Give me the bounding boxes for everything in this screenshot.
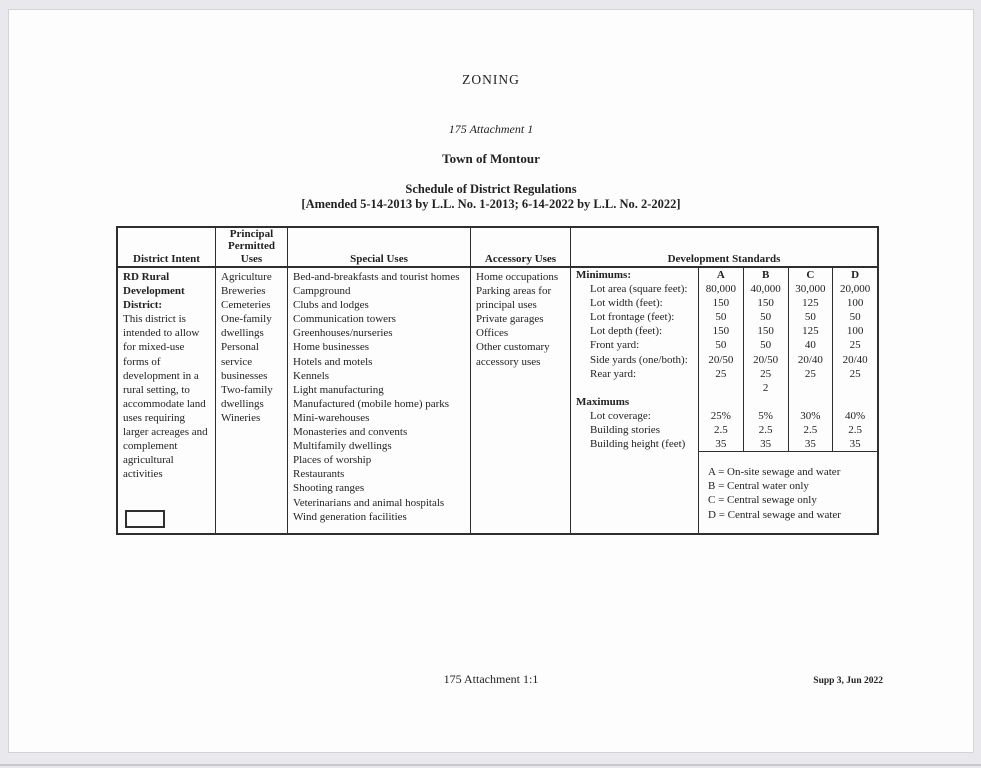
ds-value-cell bbox=[743, 395, 788, 409]
list-item: Communication towers bbox=[293, 313, 396, 326]
schedule-line2: [Amended 5-14-2013 by L.L. No. 1-2013; 6-14-2022 by L.L. No. 2-2022] bbox=[301, 196, 681, 211]
ds-value-cell: 150 bbox=[698, 296, 743, 310]
ds-value-cell: 50 bbox=[698, 338, 743, 352]
ds-value-cell: 125 bbox=[788, 296, 833, 310]
ds-row-label bbox=[571, 381, 698, 395]
ds-value-cell: 2.5 bbox=[743, 423, 788, 437]
ds-row-label: Lot width (feet): bbox=[590, 297, 663, 310]
ds-row-building-height bbox=[571, 437, 877, 451]
ds-value-cell: 25 bbox=[788, 367, 833, 381]
ds-row-lot-width bbox=[571, 296, 877, 310]
legend-line: C = Central sewage only bbox=[708, 494, 817, 507]
ds-col-b: B bbox=[743, 268, 788, 282]
list-item: Campground bbox=[293, 285, 351, 298]
list-item: Private garages bbox=[476, 313, 544, 326]
ds-value-cell: 50 bbox=[743, 338, 788, 352]
district-intent-cell bbox=[118, 268, 216, 533]
footer-supp-label: Supp 3, Jun 2022 bbox=[813, 676, 883, 686]
ds-value-cell bbox=[698, 395, 743, 409]
list-item: Kennels bbox=[293, 369, 330, 382]
list-item: Bed-and-breakfasts and tourist homes bbox=[293, 271, 460, 283]
list-item: One-family dwellings bbox=[221, 313, 272, 340]
ds-row-front-yard bbox=[571, 338, 877, 352]
ds-value-cell: 150 bbox=[698, 324, 743, 338]
list-item: Other customary accessory uses bbox=[476, 341, 550, 368]
list-item: Manufactured (mobile home) parks bbox=[293, 397, 450, 410]
accessory-uses-cell bbox=[471, 268, 571, 533]
ds-row-lot-depth bbox=[571, 324, 877, 338]
ds-row-rear-yard bbox=[571, 367, 877, 381]
ds-value-cell: 25% bbox=[698, 409, 743, 423]
ds-value-cell: 20/40 bbox=[788, 353, 833, 367]
ds-value-cell: 35 bbox=[832, 437, 877, 451]
viewer-edge bbox=[0, 764, 981, 766]
col-header-district-intent: District Intent bbox=[118, 228, 216, 266]
ds-value-cell: 125 bbox=[788, 324, 833, 338]
attachment-title: 175 Attachment 1 bbox=[448, 122, 534, 136]
list-item: Wineries bbox=[221, 411, 261, 424]
ds-value-cell: 50 bbox=[788, 310, 833, 324]
ds-col-c: C bbox=[788, 268, 833, 282]
ds-value-cell: 100 bbox=[832, 296, 877, 310]
list-item: Wind generation facilities bbox=[293, 510, 407, 523]
list-item: Parking areas for principal uses bbox=[476, 285, 552, 312]
town-title: Town of Montour bbox=[442, 151, 540, 166]
ds-maximums-header-row bbox=[571, 395, 877, 409]
list-item: Light manufacturing bbox=[293, 383, 384, 396]
list-item: Monasteries and convents bbox=[293, 426, 408, 439]
schedule-line1: Schedule of District Regulations bbox=[405, 182, 577, 196]
ds-row-lot-coverage bbox=[571, 409, 877, 423]
legend-line: D = Central sewage and water bbox=[708, 508, 841, 521]
ds-value-cell: 20/50 bbox=[743, 353, 788, 367]
list-item: Home businesses bbox=[293, 341, 370, 354]
list-item: Home occupations bbox=[476, 271, 559, 283]
ds-value-cell: 50 bbox=[832, 310, 877, 324]
col-header-principal-permitted-uses: Principal Permitted Uses bbox=[216, 228, 288, 266]
ds-row-label: Building height (feet) bbox=[590, 438, 686, 451]
ds-value-cell bbox=[832, 395, 877, 409]
list-item: Agriculture bbox=[221, 271, 272, 283]
ds-legend bbox=[698, 451, 877, 533]
ds-value-cell: 2.5 bbox=[832, 423, 877, 437]
district-regulations-table bbox=[116, 226, 879, 535]
ds-row-label: Building stories bbox=[590, 424, 660, 437]
ds-value-cell bbox=[698, 381, 743, 395]
legend-line: A = On-site sewage and water bbox=[708, 466, 841, 479]
district-title: RD Rural Development District: bbox=[123, 271, 185, 312]
ds-value-cell: 2 bbox=[743, 381, 788, 395]
district-description: This district is intended to allow for mixed-use forms of development in a rural setting, to accommodate land uses requiring larger acreages and complement agricultural activities bbox=[123, 313, 208, 481]
ds-value-cell: 150 bbox=[743, 324, 788, 338]
development-standards-cell bbox=[571, 268, 877, 533]
ds-value-cell: 40% bbox=[832, 409, 877, 423]
ds-row-side-yards bbox=[571, 353, 877, 367]
document-page bbox=[8, 9, 974, 753]
ds-row-lot-frontage bbox=[571, 310, 877, 324]
special-uses-cell bbox=[288, 268, 471, 533]
ds-value-cell: 25 bbox=[832, 338, 877, 352]
ds-value-cell: 30,000 bbox=[788, 282, 833, 296]
table-body-row bbox=[118, 268, 877, 533]
list-item: Clubs and lodges bbox=[293, 299, 369, 312]
col-header-special-uses: Special Uses bbox=[288, 228, 471, 266]
ds-col-d: D bbox=[832, 268, 877, 282]
ds-value-cell: 40 bbox=[788, 338, 833, 352]
list-item: Restaurants bbox=[293, 468, 345, 481]
list-item: Cemeteries bbox=[221, 299, 271, 312]
principal-permitted-uses-cell bbox=[216, 268, 288, 533]
ds-value-cell: 40,000 bbox=[743, 282, 788, 296]
ds-value-cell: 2.5 bbox=[788, 423, 833, 437]
ds-value-cell: 50 bbox=[743, 310, 788, 324]
doc-title: ZONING bbox=[462, 72, 520, 87]
ds-value-cell: 35 bbox=[698, 437, 743, 451]
ds-value-cell: 80,000 bbox=[698, 282, 743, 296]
list-item: Veterinarians and animal hospitals bbox=[293, 496, 445, 509]
ds-row-building-stories bbox=[571, 423, 877, 437]
ds-header-row bbox=[571, 268, 877, 282]
ds-row-footnote bbox=[571, 381, 877, 395]
ds-value-cell: 25 bbox=[743, 367, 788, 381]
ds-value-cell: 20/50 bbox=[698, 353, 743, 367]
ds-value-cell: 20,000 bbox=[832, 282, 877, 296]
ds-value-cell: 25 bbox=[698, 367, 743, 381]
list-item: Greenhouses/nurseries bbox=[293, 327, 393, 340]
ds-value-cell bbox=[788, 381, 833, 395]
list-item: Places of worship bbox=[293, 454, 372, 467]
col-header-development-standards: Development Standards bbox=[667, 252, 781, 265]
ds-value-cell bbox=[788, 395, 833, 409]
minimums-header: Minimums: bbox=[576, 269, 631, 281]
ds-value-cell: 5% bbox=[743, 409, 788, 423]
list-item: Mini-warehouses bbox=[293, 411, 370, 424]
ds-value-cell: 35 bbox=[788, 437, 833, 451]
list-item: Shooting ranges bbox=[293, 482, 365, 495]
ds-value-cell: 150 bbox=[743, 296, 788, 310]
ds-value-cell: 25 bbox=[832, 367, 877, 381]
schedule-title bbox=[9, 182, 973, 211]
ds-row-label: Lot area (square feet): bbox=[590, 283, 688, 296]
ds-row-lot-area bbox=[571, 282, 877, 296]
col-header-accessory-uses: Accessory Uses bbox=[471, 228, 571, 266]
table-header-row bbox=[118, 228, 877, 268]
ds-value-cell: 50 bbox=[698, 310, 743, 324]
ds-value-cell: 2.5 bbox=[698, 423, 743, 437]
list-item: Offices bbox=[476, 327, 509, 340]
list-item: Breweries bbox=[221, 285, 266, 298]
ds-value-cell: 35 bbox=[743, 437, 788, 451]
ds-row-label: Lot depth (feet): bbox=[590, 325, 663, 338]
ds-row-label: Lot coverage: bbox=[590, 409, 651, 422]
ds-row-label: Side yards (one/both): bbox=[590, 353, 688, 366]
ds-value-cell: 30% bbox=[788, 409, 833, 423]
list-item: Personal service businesses bbox=[221, 341, 268, 382]
ds-value-cell: 100 bbox=[832, 324, 877, 338]
maximums-header: Maximums bbox=[576, 395, 630, 408]
legend-line: B = Central water only bbox=[708, 480, 809, 493]
ds-col-a: A bbox=[698, 268, 743, 282]
ds-row-label: Rear yard: bbox=[590, 367, 637, 380]
district-checkbox bbox=[125, 510, 165, 528]
ds-row-label: Lot frontage (feet): bbox=[590, 311, 675, 324]
list-item: Two-family dwellings bbox=[221, 383, 273, 410]
ds-value-cell: 20/40 bbox=[832, 353, 877, 367]
list-item: Hotels and motels bbox=[293, 355, 373, 368]
ds-row-label: Front yard: bbox=[590, 339, 640, 352]
list-item: Multifamily dwellings bbox=[293, 440, 392, 453]
ds-value-cell bbox=[832, 381, 877, 395]
footer-page-label: 175 Attachment 1:1 bbox=[443, 672, 539, 686]
